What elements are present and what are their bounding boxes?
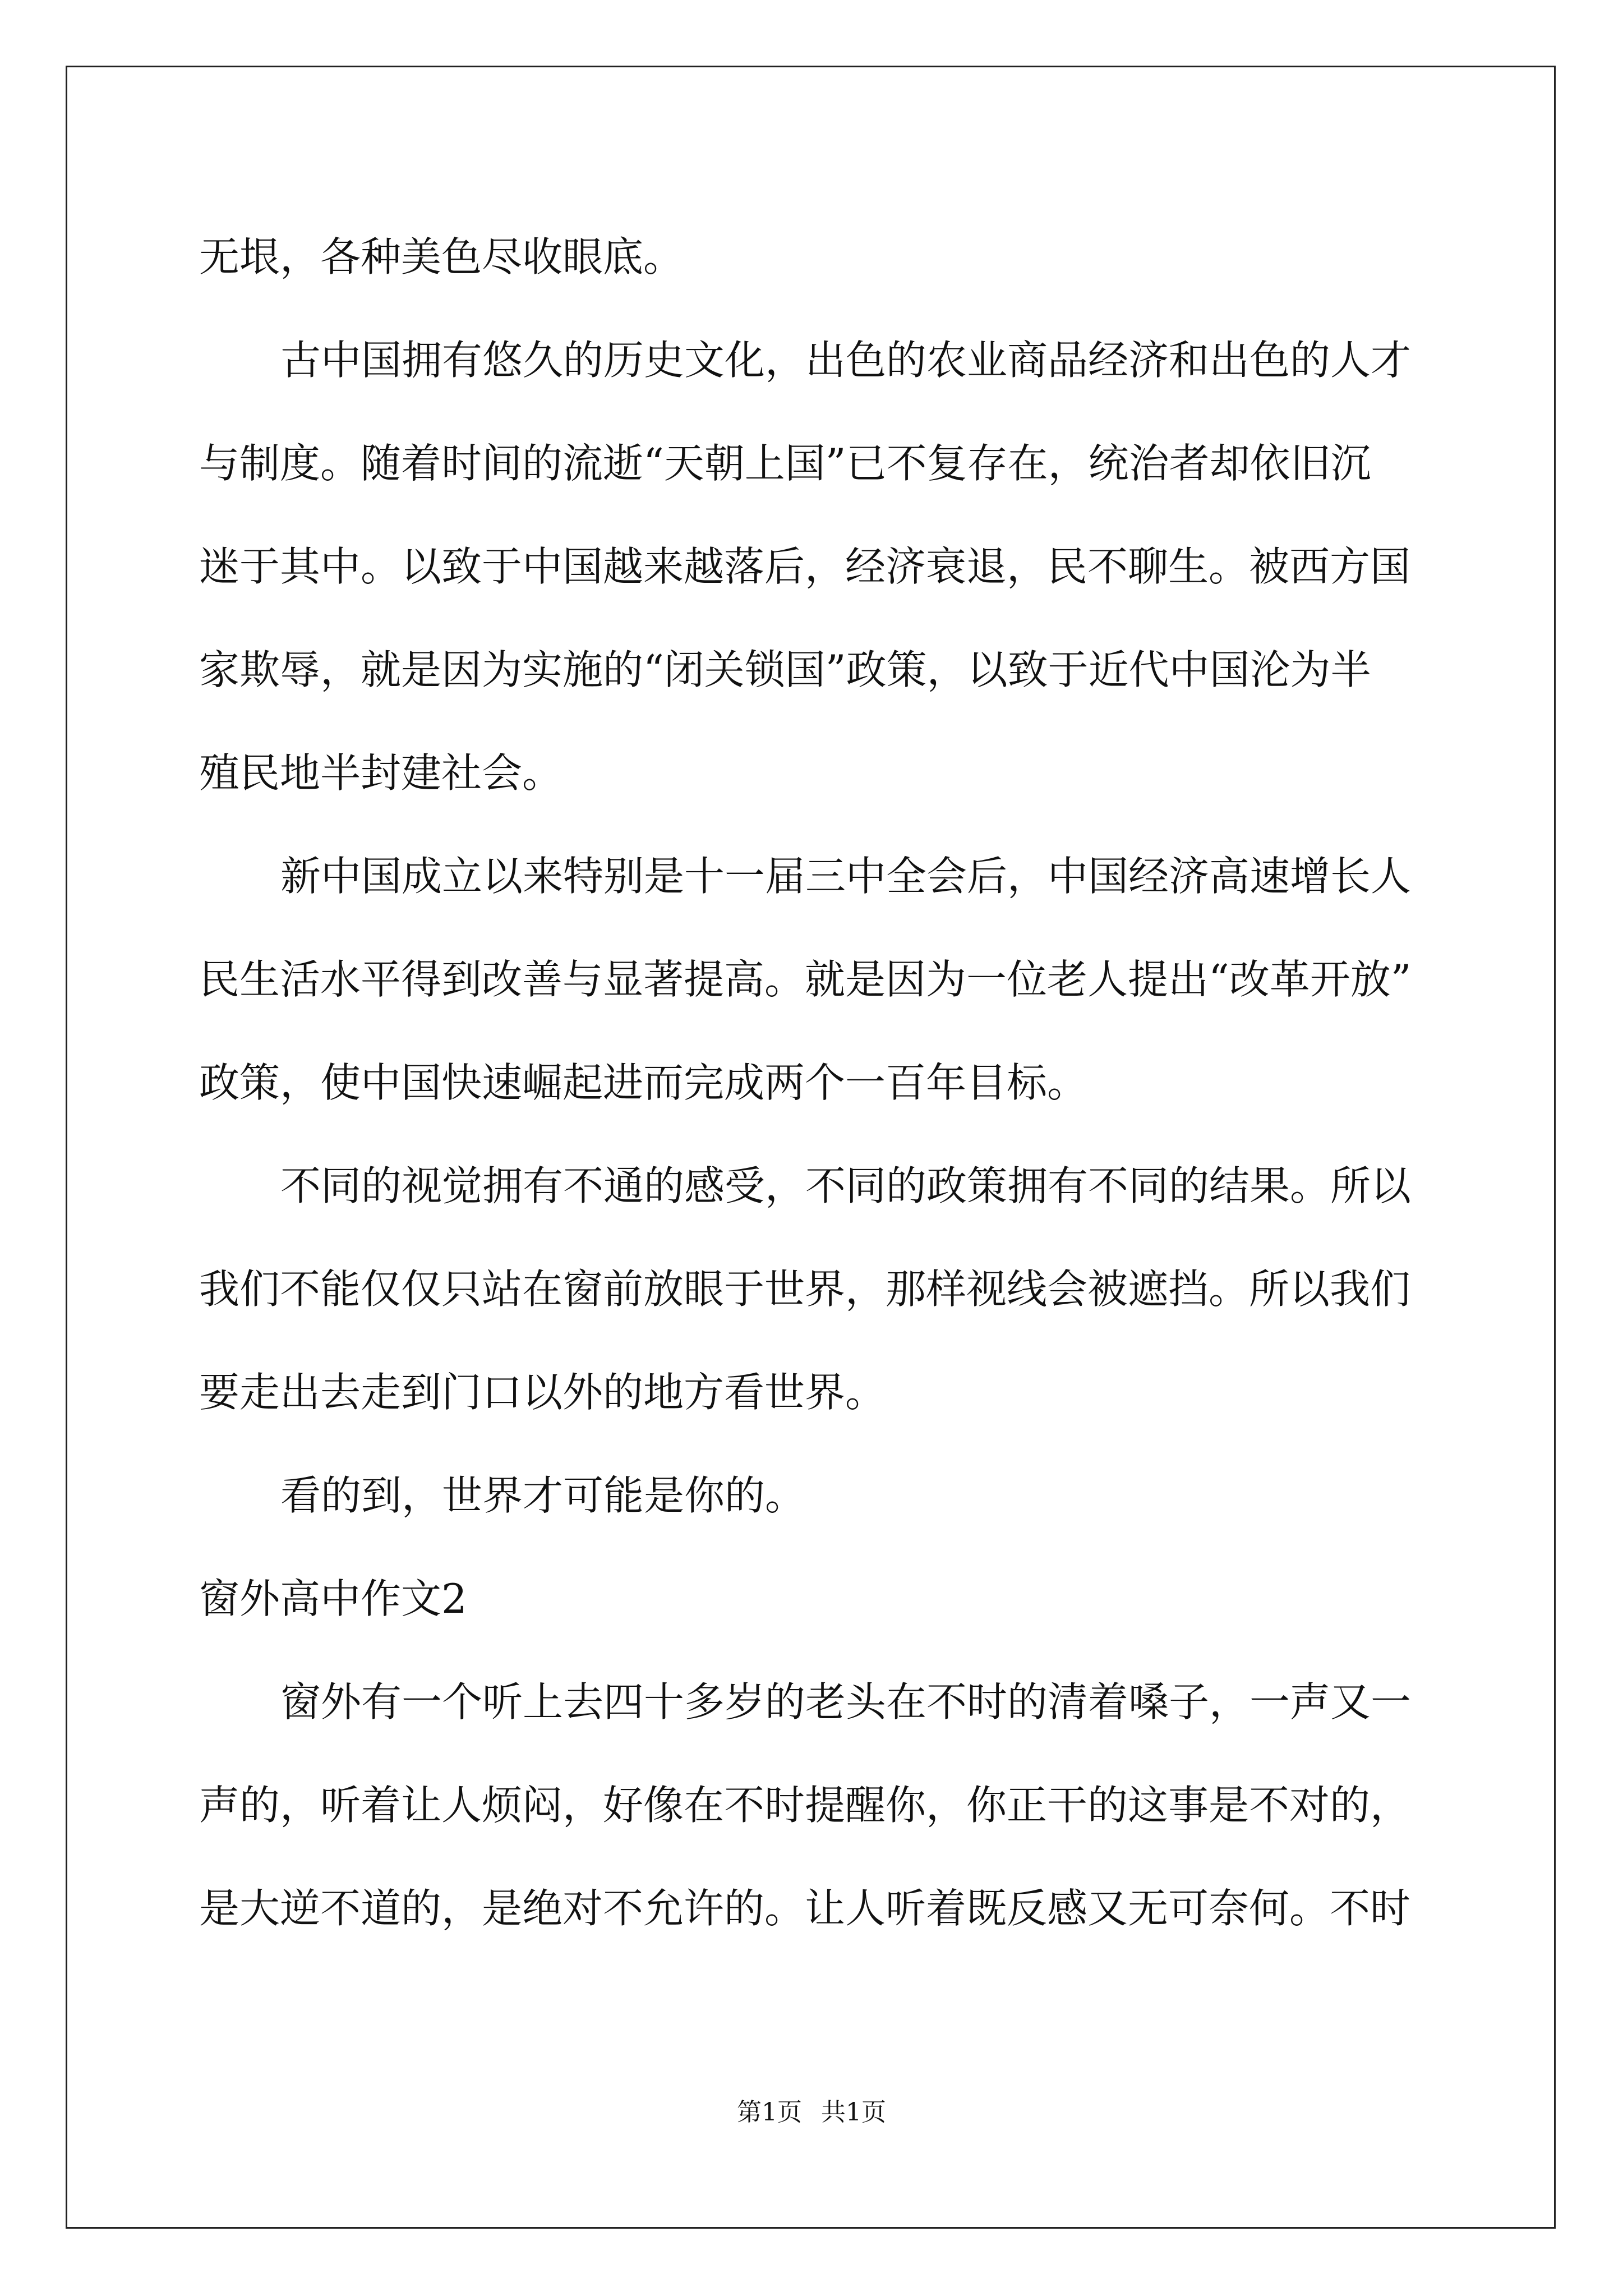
document-body: [199, 205, 1427, 1960]
page-footer: [0, 2096, 1623, 2129]
text-line: 无垠，各种美色尽收眼底。: [199, 233, 684, 280]
section-heading: 窗外高中作文2: [199, 1575, 467, 1622]
page-number-total: 共1页: [821, 2098, 886, 2127]
text-line: 迷于其中。以致于中国越来越落后，经济衰退，民不聊生。被西方国: [199, 543, 1411, 590]
text-line: 声的，听着让人烦闷，好像在不时提醒你，你正干的这事是不对的，: [199, 1782, 1411, 1829]
text-line: 不同的视觉拥有不通的感受，不同的政策拥有不同的结果。所以: [280, 1162, 1412, 1209]
text-line: 我们不能仅仅只站在窗前放眼于世界，那样视线会被遮挡。所以我们: [199, 1266, 1411, 1313]
text-line: 窗外有一个听上去四十多岁的老头在不时的清着嗓子，一声又一: [280, 1678, 1412, 1726]
text-line: 政策，使中国快速崛起进而完成两个一百年目标。: [199, 1059, 1088, 1106]
text-line: 民生活水平得到改善与显著提高。就是因为一位老人提出“改革开放”: [199, 956, 1412, 1003]
text-line: 与制度。随着时间的流逝“天朝上国”已不复存在，统治者却依旧沉: [199, 440, 1371, 487]
text-line: 看的到，世界才可能是你的。: [280, 1472, 806, 1519]
text-line: 新中国成立以来特别是十一届三中全会后，中国经济高速增长人: [280, 853, 1412, 900]
text-line: 殖民地半封建社会。: [199, 749, 563, 797]
text-line: 古中国拥有悠久的历史文化，出色的农业商品经济和出色的人才: [280, 337, 1412, 384]
text-line: 是大逆不道的，是绝对不允许的。让人听着既反感又无可奈何。不时: [199, 1885, 1411, 1932]
text-line: 要走出去走到门口以外的地方看世界。: [199, 1369, 886, 1416]
page-number-current: 第1页: [737, 2098, 802, 2127]
text-line: 家欺辱，就是因为实施的“闭关锁国”政策，以致于近代中国沦为半: [199, 646, 1371, 693]
